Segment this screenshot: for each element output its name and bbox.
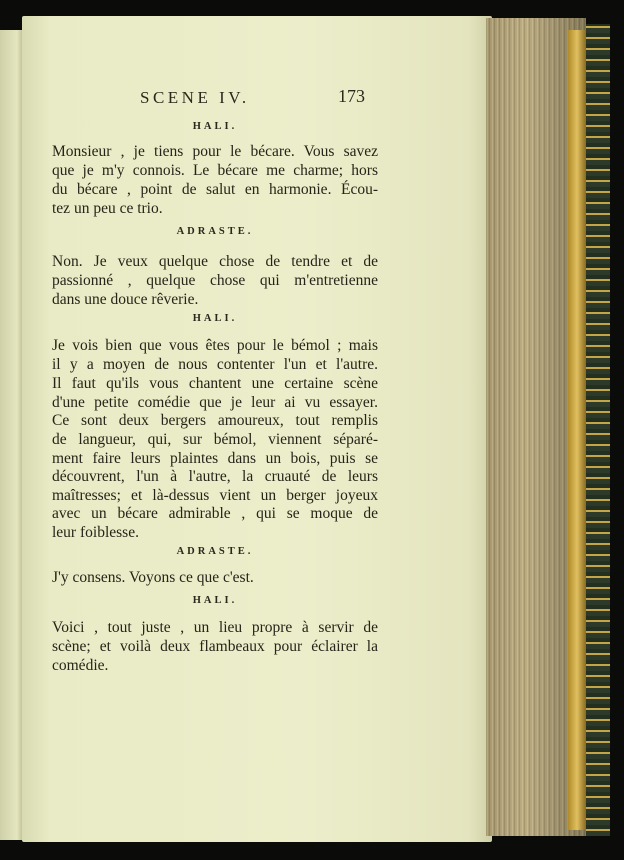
text-line: de langueur, qui, sur bémol, viennent séparé- bbox=[52, 431, 378, 448]
text-line: comédie. bbox=[52, 657, 109, 674]
text-line: J'y consens. Voyons ce que c'est. bbox=[52, 569, 254, 586]
text-line: il y a moyen de nous contenter l'un et l'autre. bbox=[52, 356, 378, 373]
text-line: du bécare , point de salut en harmonie. Écou- bbox=[52, 181, 378, 198]
text-line: que je m'y connois. Le bécare me charme; hors bbox=[52, 162, 378, 179]
speaker-name: ADRASTE. bbox=[176, 546, 254, 557]
text-line: Ce sont deux bergers amoureux, tout remplis bbox=[52, 412, 378, 429]
running-title: SCENE IV. bbox=[140, 88, 250, 107]
text-line: maîtresses; et là-dessus vient un berger joyeux bbox=[52, 487, 378, 504]
speaker-name: HALI. bbox=[192, 313, 238, 324]
text-line: ment faire leurs plaintes dans un bois, puis se bbox=[52, 450, 378, 467]
facing-page-edge bbox=[0, 30, 24, 840]
speaker-name: ADRASTE. bbox=[176, 226, 254, 237]
gilt-edge bbox=[568, 30, 586, 830]
speaker-name: HALI. bbox=[192, 595, 238, 606]
speaker-name: HALI. bbox=[192, 121, 238, 132]
text-line: passionné , quelque chose qui m'entretienne bbox=[52, 272, 378, 289]
text-line: scène; et voilà deux flambeaux pour éclairer la bbox=[52, 638, 378, 655]
page-number: 173 bbox=[338, 86, 365, 106]
text-line: tez un peu ce trio. bbox=[52, 200, 163, 217]
text-line: Il faut qu'ils vous chantent une certaine scène bbox=[52, 375, 378, 392]
text-line: dans une douce rêverie. bbox=[52, 291, 199, 308]
text-line: Voici , tout juste , un lieu propre à servir de bbox=[52, 619, 378, 636]
text-line: Non. Je veux quelque chose de tendre et de bbox=[52, 253, 378, 270]
text-line: d'une petite comédie que je leur ai vu essayer. bbox=[52, 394, 378, 411]
book-binding bbox=[586, 24, 610, 836]
text-line: leur foiblesse. bbox=[52, 524, 139, 541]
text-line: Monsieur , je tiens pour le bécare. Vous savez bbox=[52, 143, 378, 160]
text-line: découvrent, l'un à l'autre, la cruauté de leurs bbox=[52, 468, 378, 485]
text-line: Je vois bien que vous êtes pour le bémol ; mais bbox=[52, 337, 378, 354]
text-line: avec un bécare admirable , qui se moque de bbox=[52, 505, 378, 522]
